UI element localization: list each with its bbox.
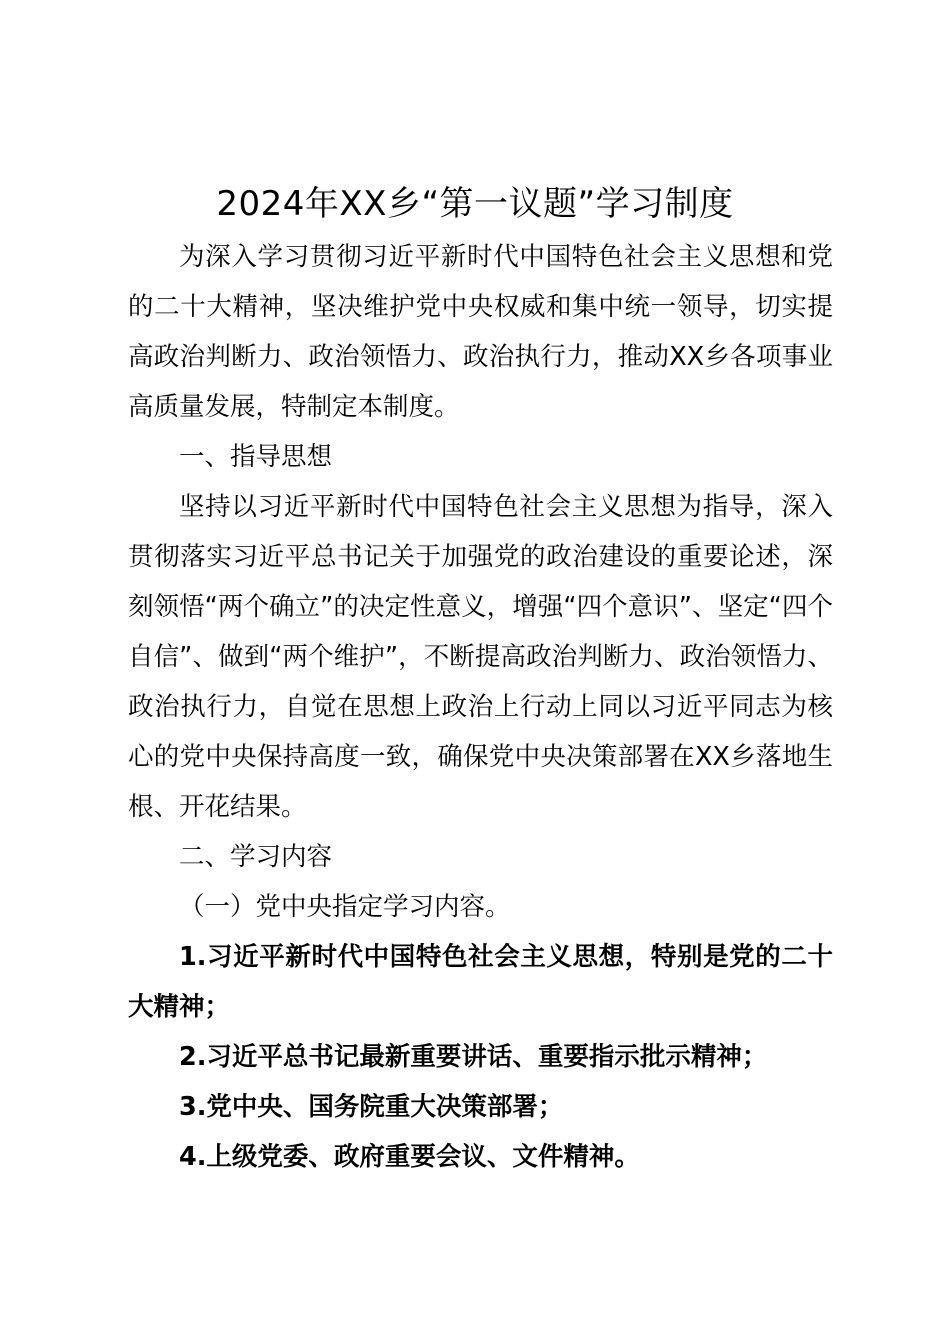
guiding-thought-paragraph: 坚持以习近平新时代中国特色社会主义思想为指导，深入贯彻落实习近平总书记关于加强党的政治建设的重要论述，深刻领悟“两个确立”的决定性意义，增强“四个意识”、坚定“四个自信”、做到“两个维护”，不断提高政治判断力、政治领悟力、政治执行力，自觉在思想上政治上行动上同以习近平同志为核心的党中央保持高度一致，确保党中央决策部署在XX乡落地生根、开花结果。 (128, 492, 833, 822)
document-title: 2024年XX乡“第一议题”学习制度 (216, 184, 734, 224)
section-heading-guiding-thought: 一、指导思想 (179, 442, 333, 472)
list-item: 3.党中央、国务院重大决策部署； (179, 1092, 564, 1122)
list-item: 2.习近平总书记最新重要讲话、重要指示批示精神； (179, 1042, 768, 1072)
intro-paragraph: 为深入学习贯彻习近平新时代中国特色社会主义思想和党的二十大精神，坚决维护党中央权威和集中统一领导，切实提高政治判断力、政治领悟力、政治执行力，推动XX乡各项事业高质量发展，特制定本制度。 (128, 242, 833, 422)
section-heading-study-content: 二、学习内容 (179, 842, 333, 872)
list-item: 1.习近平新时代中国特色社会主义思想，特别是党的二十大精神； (128, 942, 833, 1022)
list-item: 4.上级党委、政府重要会议、文件精神。 (179, 1142, 640, 1172)
subsection-heading-central-content: （一）党中央指定学习内容。 (179, 892, 511, 922)
document-body (128, 232, 833, 1182)
